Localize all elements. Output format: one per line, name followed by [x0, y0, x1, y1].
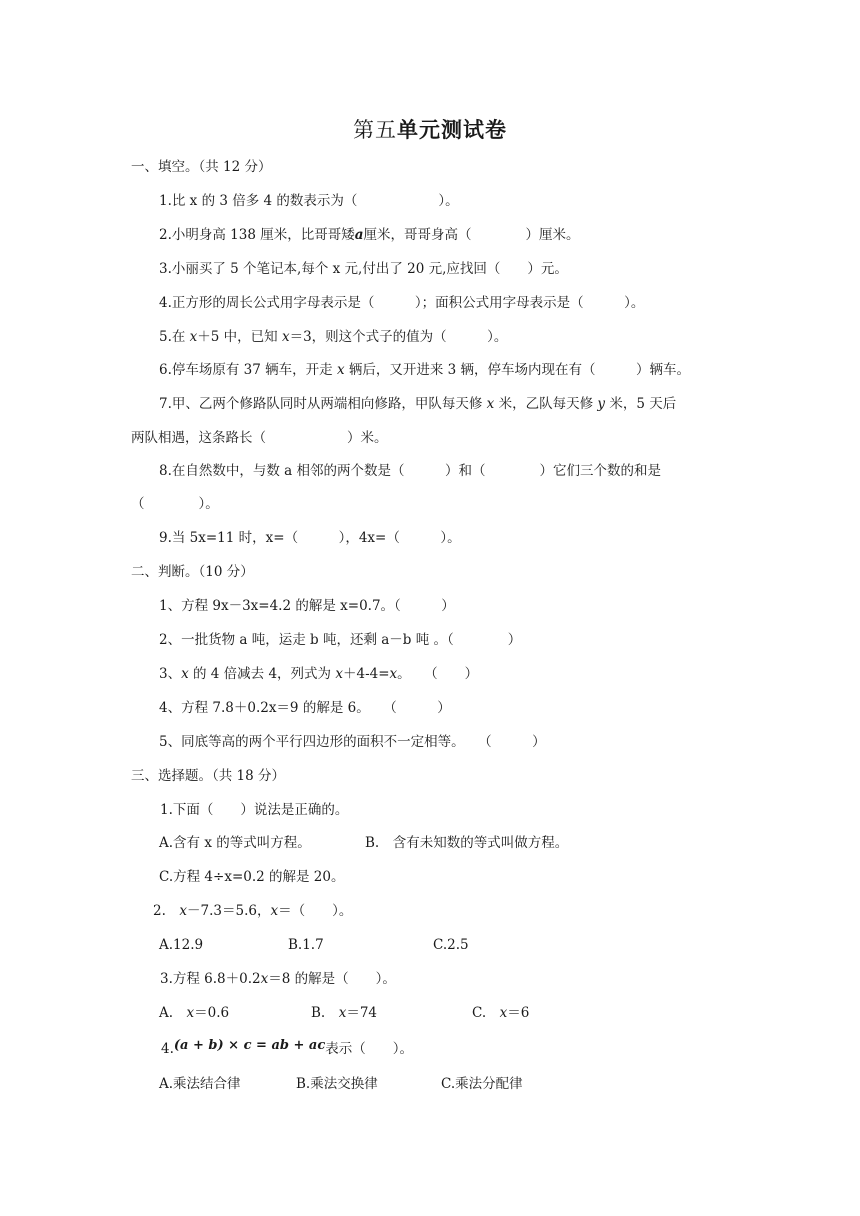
s2-q3-text-d: 。 （ ）: [397, 666, 479, 682]
s1-q6-text-a: 6.停车场原有 37 辆车，开走: [159, 362, 337, 378]
s2-question-4: 4、方程 7.8＋0.2x＝9 的解是 6。 （ ）: [159, 700, 451, 716]
s1-q5-var2: x: [281, 329, 290, 345]
section2-heading: 二、判断。（10 分）: [131, 564, 254, 580]
s3-q2-text-b: －7.3＝5.6，: [187, 903, 271, 919]
page-title: [0, 114, 860, 144]
s3-q3-opt-b-label: B.: [311, 1005, 339, 1021]
s3-q4-formula: (a + b) × c = ab + ac: [173, 1038, 326, 1053]
s3-q4-option-b: B.乘法交换律: [296, 1076, 378, 1092]
s1-q7-var2: y: [597, 396, 606, 412]
s3-q3-opt-c-var: x: [499, 1005, 508, 1021]
section3-heading: 三、选择题。（共 18 分）: [131, 768, 286, 784]
s3-q2-text-a: 2.: [153, 903, 180, 919]
s2-question-3: [159, 664, 478, 684]
s2-q3-text-a: 3、: [159, 666, 182, 682]
s1-question-6: [159, 360, 690, 380]
s1-q7-text-c: 米，5 天后: [605, 396, 677, 412]
s1-question-8-line2: （ ）。: [131, 496, 219, 512]
s3-q3-option-b: [311, 1003, 377, 1023]
s3-q2-option-b: B.1.7: [288, 937, 324, 953]
s1-question-4: 4.正方形的周长公式用字母表示是（ ）；面积公式用字母表示是（ ）。: [159, 295, 645, 311]
s3-q3-text-a: 3.方程 6.8＋0.2: [160, 971, 261, 987]
section1-heading: 一、填空。（共 12 分）: [131, 159, 272, 175]
s2-q3-text-c: ＋4-4=: [342, 666, 390, 682]
s3-q2-option-a: A.12.9: [159, 937, 204, 953]
s3-q3-opt-a-value: ＝0.6: [194, 1005, 230, 1021]
s1-question-9: 9.当 5x=11 时，x=（ ），4x=（ ）。: [159, 530, 461, 546]
s3-q3-opt-b-value: ＝74: [346, 1005, 378, 1021]
s3-q3-opt-c-label: C.: [472, 1005, 500, 1021]
s3-question-1: 1.下面（ ）说法是正确的。: [160, 802, 349, 818]
s3-q2-text-c: ＝（ ）。: [278, 903, 353, 919]
title-part2: 单元测试卷: [397, 118, 507, 142]
s3-q4-text-after: 表示（ ）。: [325, 1041, 414, 1057]
s2-q3-var1: x: [181, 666, 189, 682]
s1-q5-text-a: 5.在: [159, 329, 190, 345]
s1-q2-text-b: 厘米，哥哥身高（ ）厘米。: [363, 227, 580, 243]
s1-question-8: 8.在自然数中，与数 a 相邻的两个数是（ ）和（ ）它们三个数的和是: [159, 463, 662, 479]
s3-q4-option-c: C.乘法分配律: [441, 1076, 523, 1092]
s1-q7-text-b: 米，乙队每天修: [494, 396, 598, 412]
s1-q7-var1: x: [486, 396, 495, 412]
s3-q4-option-a: A.乘法结合律: [159, 1076, 241, 1092]
s1-question-3: 3.小丽买了 5 个笔记本,每个 x 元,付出了 20 元,应找回（ ）元。: [159, 261, 568, 277]
s3-q3-opt-c-value: ＝6: [507, 1005, 530, 1021]
s3-q3-option-c: [472, 1003, 529, 1023]
s3-question-4: [161, 1039, 413, 1060]
s2-question-2: 2、一批货物 a 吨，运走 b 吨，还剩 a－b 吨 。（ ）: [159, 632, 522, 648]
s3-q2-var2: x: [270, 903, 279, 919]
s3-q3-option-a: [159, 1003, 229, 1023]
s2-question-5: 5、同底等高的两个平行四边形的面积不一定相等。 （ ）: [159, 734, 546, 750]
s3-q1-option-b: B. 含有未知数的等式叫做方程。: [365, 835, 569, 851]
s3-q2-option-c: C.2.5: [433, 937, 469, 953]
s2-q3-text-b: 的 4 倍减去 4，列式为: [188, 666, 336, 682]
s1-q5-var1: x: [189, 329, 198, 345]
s3-question-2: [153, 901, 352, 921]
s3-q1-option-c: C.方程 4÷x=0.2 的解是 20。: [159, 869, 345, 885]
s1-question-7: [159, 394, 676, 414]
s1-question-7-line2: 两队相遇，这条路长（ ）米。: [131, 430, 388, 446]
s1-q2-variable: a: [354, 227, 364, 243]
s3-q3-var: x: [260, 971, 269, 987]
s1-q7-text-a: 7.甲、乙两个修路队同时从两端相向修路，甲队每天修: [159, 396, 487, 412]
s2-q3-var2: x: [335, 666, 343, 682]
s3-q3-opt-b-var: x: [338, 1005, 347, 1021]
s1-q2-text-a: 2.小明身高 138 厘米，比哥哥矮: [159, 227, 355, 243]
s3-q3-opt-a-label: A.: [159, 1005, 187, 1021]
s1-question-5: [159, 327, 507, 347]
s1-q6-text-b: 辆后，又开进来 3 辆，停车场内现在有（ ）辆车。: [344, 362, 691, 378]
s1-question-2: [159, 225, 579, 245]
s3-q1-option-a: A.含有 x 的等式叫方程。: [159, 835, 311, 851]
s2-q3-var3: x: [389, 666, 398, 682]
s3-q2-var1: x: [179, 903, 188, 919]
s3-question-3: [160, 969, 396, 989]
s2-question-1: 1、方程 9x－3x=4.2 的解是 x=0.7。（ ）: [159, 598, 455, 614]
s1-q5-text-c: ＝3，则这个式子的值为（ ）。: [289, 329, 508, 345]
s1-question-1: 1.比 x 的 3 倍多 4 的数表示为（ ）。: [159, 193, 459, 209]
s3-q3-text-b: ＝8 的解是（ ）。: [268, 971, 396, 987]
s3-q4-number: 4.: [161, 1041, 174, 1057]
s1-q6-var: x: [336, 362, 345, 378]
title-part1: 第五: [353, 118, 397, 142]
s1-q5-text-b: ＋5 中，已知: [197, 329, 282, 345]
s3-q3-opt-a-var: x: [186, 1005, 195, 1021]
